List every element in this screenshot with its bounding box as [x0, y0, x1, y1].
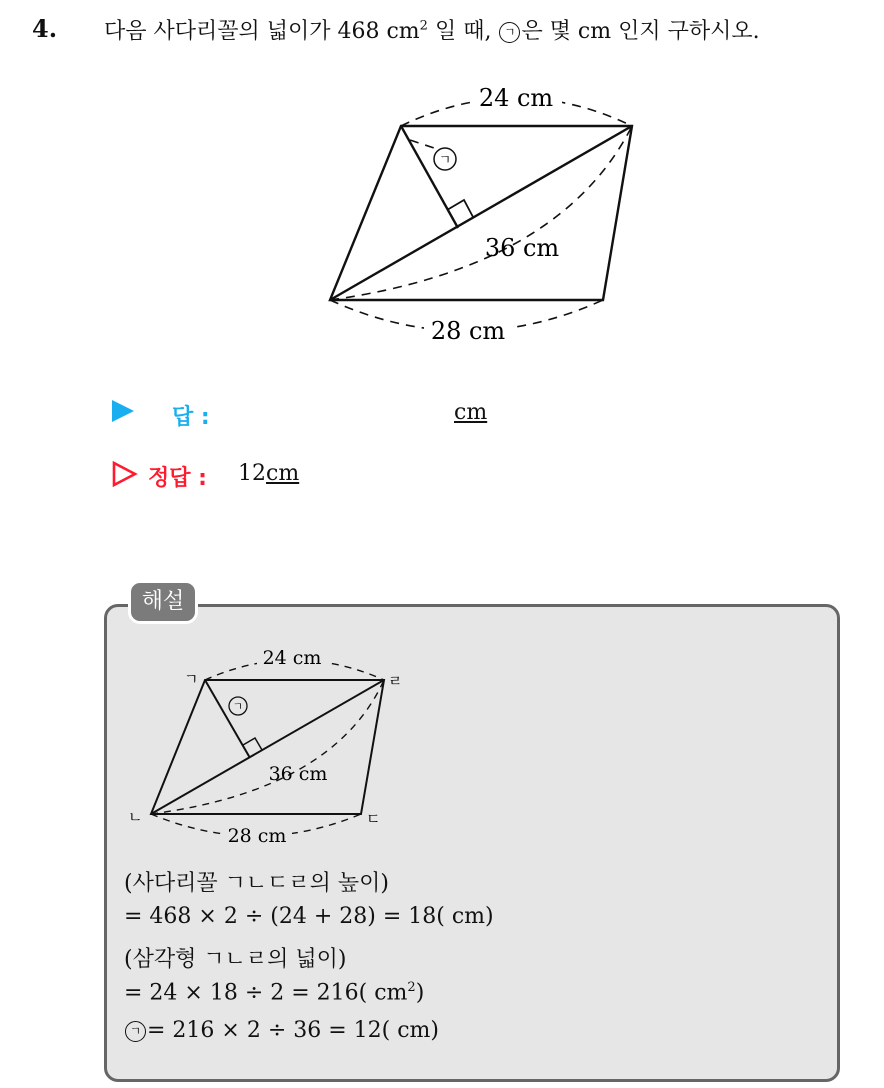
question-text-after: 은 몇 cm 인지 구하시오.: [521, 19, 760, 44]
vertex-c-label: ㄷ: [366, 810, 381, 828]
correct-arrow-icon: [112, 461, 138, 487]
bottom-length-label: 28 cm: [430, 317, 506, 345]
question-number: 4.: [32, 14, 58, 43]
solution-figure: [104, 640, 424, 850]
solution-line-1: (사다리꼴 ㄱㄴㄷㄹ의 높이): [124, 871, 389, 896]
diagonal-length-label: 36 cm: [484, 234, 560, 262]
sol-height-marker-label: ㄱ: [232, 700, 244, 713]
vertex-a-label: ㄱ: [184, 670, 199, 688]
solution-line-4: = 24 × 18 ÷ 2 = 216( $cm^2$): [124, 980, 425, 1006]
circle-giyeok-icon: ㄱ: [499, 22, 520, 43]
answer-arrow-icon: [112, 400, 134, 426]
height-marker-label: ㄱ: [438, 153, 452, 168]
sol-top-length-label: 24 cm: [262, 647, 322, 669]
vertex-b-label: ㄴ: [128, 808, 143, 826]
solution-circle-giyeok-icon: ㄱ: [125, 1021, 146, 1042]
vertex-d-label: ㄹ: [388, 672, 403, 690]
correct-label: 정답 :: [148, 466, 207, 491]
height-line: [401, 126, 458, 228]
correct-value: 12cm: [238, 461, 300, 486]
top-length-label: 24 cm: [478, 84, 554, 112]
question-superscript: 2: [419, 18, 428, 34]
solution-tag: 해설: [128, 580, 198, 624]
diagonal-line: [330, 126, 632, 300]
answer-unit[interactable]: cm: [454, 400, 488, 425]
question-text-mid: 일 때,: [427, 19, 499, 44]
sol-height-line: [205, 680, 250, 758]
trapezoid-figure: [0, 0, 884, 380]
solution-line-4-sup: 2: [407, 980, 416, 995]
sol-diagonal-length-label: 36 cm: [268, 763, 328, 785]
solution-line-3: (삼각형 ㄱㄴㄹ의 넓이): [124, 947, 347, 972]
sol-bottom-length-label: 28 cm: [227, 825, 287, 847]
question-text-before: 다음 사다리꼴의 넓이가 468 cm: [104, 19, 420, 44]
sol-diagonal-line: [151, 680, 384, 814]
solution-line-2: = 468 × 2 ÷ (24 + 28) = 18( cm): [124, 904, 494, 929]
answer-label: 답 :: [172, 405, 210, 430]
correct-unit: cm: [266, 461, 300, 486]
sol-right-angle-mark: [243, 738, 262, 750]
solution-line-5: ㄱ = 216 × 2 ÷ 36 = 12( cm): [124, 1018, 439, 1043]
